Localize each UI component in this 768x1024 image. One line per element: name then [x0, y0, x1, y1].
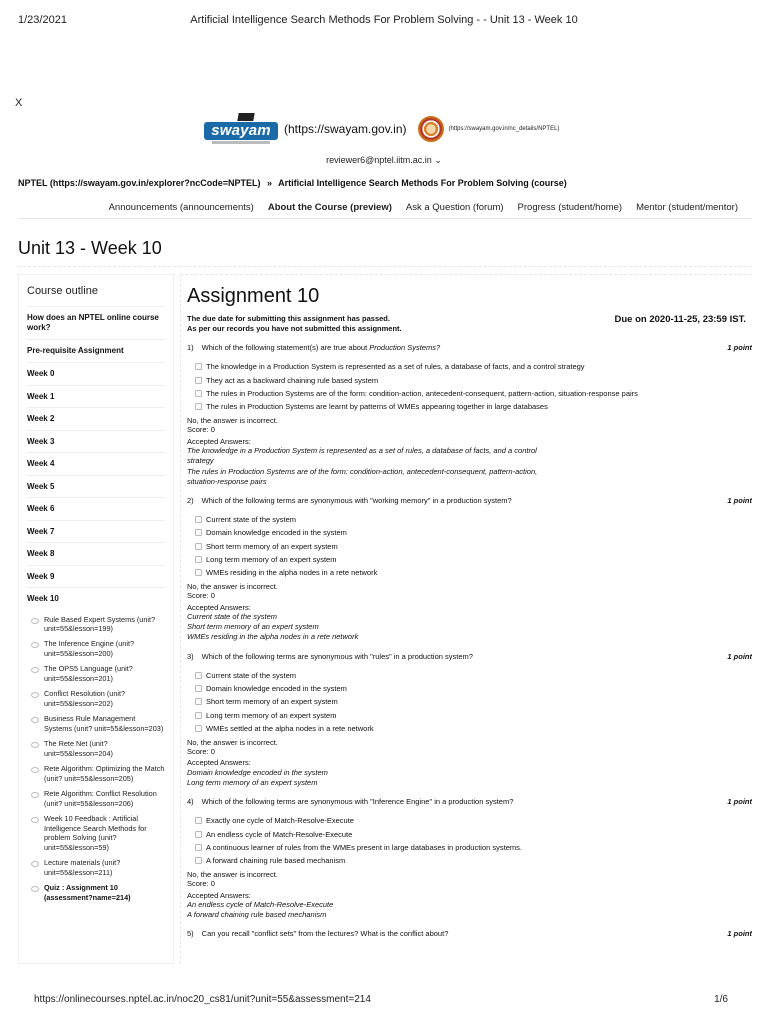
option-label: Domain knowledge encoded in the system — [206, 683, 347, 693]
option-label: WMEs settled at the alpha nodes in a rete network — [206, 723, 374, 733]
option-label: The rules in Production Systems are of the form: condition-action, antecedent-consequent, pattern-action, situation-response pairs — [206, 388, 638, 398]
option-label: Current state of the system — [206, 514, 297, 524]
accepted-answers — [187, 446, 752, 487]
option-checkbox[interactable] — [195, 712, 202, 719]
lesson-bullet-icon — [31, 717, 39, 723]
lesson-item[interactable] — [31, 814, 165, 852]
option-checkbox[interactable] — [195, 529, 202, 536]
question-text — [187, 496, 722, 505]
lesson-label[interactable]: Week 10 Feedback : Artificial Intelligence Search Methods for problem Solving (unit? unit=55&lesson=59) — [44, 814, 147, 852]
nptel-logo[interactable] — [418, 116, 444, 142]
lesson-item[interactable] — [31, 789, 165, 808]
option-label: Long term memory of an expert system — [206, 554, 337, 564]
lesson-item[interactable] — [31, 615, 165, 634]
lesson-item[interactable] — [31, 664, 165, 683]
score-text: Score: 0 — [187, 590, 215, 600]
option-label: They act as a backward chaining rule based system — [206, 375, 379, 385]
option-checkbox[interactable] — [195, 698, 202, 705]
accepted-answer: An endless cycle of Match-Resolve-Execute — [187, 900, 334, 910]
lesson-bullet-icon — [31, 742, 39, 748]
result-text: No, the answer is incorrect. — [187, 738, 278, 748]
sidebar-item-how-nptel-works[interactable]: How does an NPTEL online course work? — [27, 307, 165, 340]
assignment-status — [187, 314, 752, 334]
lesson-bullet-icon — [31, 667, 39, 673]
lesson-bullet-icon — [31, 642, 39, 648]
option-label: An endless cycle of Match-Resolve-Execute — [206, 829, 353, 839]
answer-option[interactable] — [195, 669, 752, 682]
option-checkbox[interactable] — [195, 569, 202, 576]
question-header — [187, 797, 752, 806]
assignment-title: Assignment 10 — [187, 285, 320, 307]
lesson-item[interactable] — [31, 858, 165, 877]
answer-feedback — [187, 417, 752, 446]
swayam-wordmark: swayam — [204, 122, 278, 140]
answer-option[interactable] — [195, 553, 752, 566]
answer-option[interactable] — [195, 526, 752, 539]
breadcrumb — [18, 178, 567, 188]
lesson-label[interactable]: Business Rule Management Systems (unit? unit=55&lesson=203) — [44, 714, 164, 733]
due-date: Due on 2020-11-25, 23:59 IST. — [614, 314, 746, 325]
option-checkbox[interactable] — [195, 377, 202, 384]
user-email[interactable]: reviewer6@nptel.iitm.ac.in — [326, 155, 432, 165]
accepted-answer: Short term memory of an expert system — [187, 622, 319, 632]
sidebar-week-7[interactable]: Week 7 — [27, 521, 165, 544]
question-number: 5) — [187, 929, 194, 939]
question-block — [187, 652, 752, 789]
print-url: https://onlinecourses.nptel.ac.in/noc20_cs81/unit?unit=55&assessment=214 — [34, 994, 371, 1005]
answer-option[interactable] — [195, 360, 752, 373]
option-checkbox[interactable] — [195, 363, 202, 370]
lesson-item[interactable] — [31, 689, 165, 708]
swayam-tagline — [212, 141, 270, 144]
option-checkbox[interactable] — [195, 725, 202, 732]
answer-option[interactable] — [195, 682, 752, 695]
brand-row — [204, 113, 559, 145]
option-checkbox[interactable] — [195, 672, 202, 679]
accepted-label: Accepted Answers: — [187, 602, 251, 612]
accepted-answer: situation-response pairs — [187, 476, 267, 486]
option-checkbox[interactable] — [195, 516, 202, 523]
nav-progress[interactable]: Progress (student/home) — [517, 202, 623, 213]
lesson-bullet-icon — [31, 817, 39, 823]
nptel-link[interactable]: (https://swayam.gov.in/nc_details/NPTEL) — [448, 126, 560, 132]
question-list — [187, 343, 752, 938]
option-checkbox[interactable] — [195, 844, 202, 851]
answer-option[interactable] — [195, 854, 752, 867]
answer-option[interactable] — [195, 513, 752, 526]
sidebar-week-2[interactable]: Week 2 — [27, 408, 165, 431]
score-text: Score: 0 — [187, 878, 215, 888]
lesson-bullet-icon — [31, 861, 39, 867]
lesson-label[interactable]: The OPS5 Language (unit? unit=55&lesson=201) — [44, 664, 133, 683]
course-outline-sidebar — [18, 274, 174, 964]
option-list — [187, 814, 752, 867]
passed-note: The due date for submitting this assignment has passed. — [187, 314, 390, 323]
score-text: Score: 0 — [187, 746, 215, 756]
lesson-label[interactable]: Lecture materials (unit? unit=55&lesson=211) — [44, 858, 121, 877]
print-title: Artificial Intelligence Search Methods For Problem Solving - - Unit 13 - Week 10 — [190, 14, 578, 26]
accepted-answer: Current state of the system — [187, 612, 278, 622]
result-text: No, the answer is incorrect. — [187, 870, 278, 880]
option-checkbox[interactable] — [195, 556, 202, 563]
option-label: A forward chaining rule based mechanism — [206, 856, 346, 866]
question-prompt: Which of the following terms are synonymous with "Inference Engine" in a production system? — [201, 797, 514, 807]
lesson-bullet-icon — [31, 692, 39, 698]
assignment-content — [180, 274, 752, 964]
question-text — [187, 343, 722, 352]
option-label: Current state of the system — [206, 670, 297, 680]
accepted-answer: strategy — [187, 456, 214, 466]
answer-option[interactable] — [195, 827, 752, 840]
question-number: 2) — [187, 495, 194, 505]
lesson-label[interactable]: Conflict Resolution (unit? unit=55&lesson=202) — [44, 689, 126, 708]
question-points: 1 point — [727, 929, 752, 939]
sidebar-week-0[interactable]: Week 0 — [27, 363, 165, 386]
question-prompt: Which of the following terms are synonymous with "working memory" in a production system? — [201, 495, 512, 505]
option-list — [187, 360, 752, 413]
lesson-label[interactable]: Rule Based Expert Systems (unit?unit=55&lesson=199) — [44, 614, 156, 633]
answer-feedback — [187, 739, 752, 768]
accepted-answer: WMEs residing in the alpha nodes in a rete network — [187, 632, 359, 642]
course-nav — [18, 202, 752, 213]
sidebar-week-4[interactable]: Week 4 — [27, 453, 165, 476]
answer-option[interactable] — [195, 539, 752, 552]
question-prompt: Which of the following statement(s) are true about — [201, 343, 370, 353]
option-checkbox[interactable] — [195, 831, 202, 838]
option-label: The knowledge in a Production System is represented as a set of rules, a database of facts, and a control strategy — [206, 362, 585, 372]
result-text: No, the answer is incorrect. — [187, 416, 278, 426]
answer-option[interactable] — [195, 695, 752, 708]
print-date: 1/23/2021 — [18, 14, 67, 26]
question-points: 1 point — [727, 495, 752, 505]
accepted-answer: The knowledge in a Production System is represented as a set of rules, a database of facts, and a control — [187, 446, 537, 456]
option-label: The rules in Production Systems are learnt by patterns of WMEs appearing together in large databases — [206, 402, 548, 412]
outline-title: Course outline — [27, 285, 165, 307]
answer-option[interactable] — [195, 566, 752, 579]
option-label: A continuous learner of rules from the WMEs present in large databases in production systems. — [206, 842, 522, 852]
answer-option[interactable] — [195, 387, 752, 400]
option-checkbox[interactable] — [195, 857, 202, 864]
question-header — [187, 652, 752, 661]
question-points: 1 point — [727, 797, 752, 807]
accepted-label: Accepted Answers: — [187, 758, 251, 768]
swayam-link[interactable]: (https://swayam.gov.in) — [284, 122, 407, 136]
lesson-bullet-icon — [31, 618, 39, 624]
question-prompt: Which of the following terms are synonymous with "rules" in a production system? — [201, 651, 473, 661]
question-text — [187, 929, 722, 938]
answer-option[interactable] — [195, 400, 752, 413]
option-label: Short term memory of an expert system — [206, 541, 338, 551]
breadcrumb-course[interactable]: Artificial Intelligence Search Methods For Problem Solving (course) — [278, 178, 567, 188]
lesson-item[interactable] — [31, 883, 165, 902]
answer-option[interactable] — [195, 814, 752, 827]
lesson-bullet-icon — [31, 767, 39, 773]
breadcrumb-separator: » — [266, 178, 272, 188]
option-list — [187, 513, 752, 579]
lesson-label[interactable]: The Rete Net (unit? unit=55&lesson=204) — [44, 739, 113, 758]
nav-ask-question[interactable]: Ask a Question (forum) — [405, 202, 504, 213]
question-number: 3) — [187, 651, 194, 661]
answer-option[interactable] — [195, 841, 752, 854]
option-checkbox[interactable] — [195, 390, 202, 397]
accepted-label: Accepted Answers: — [187, 436, 251, 446]
title-divider — [18, 266, 752, 267]
user-menu[interactable] — [0, 155, 768, 166]
answer-option[interactable] — [195, 722, 752, 735]
close-icon[interactable]: X — [15, 97, 23, 109]
accepted-answers — [187, 612, 752, 642]
answer-feedback — [187, 583, 752, 612]
page-number: 1/6 — [714, 994, 728, 1005]
accepted-answer: A forward chaining rule based mechanism — [187, 910, 327, 920]
sidebar-week-10[interactable]: Week 10 — [27, 594, 59, 603]
print-header — [18, 14, 750, 26]
lesson-bullet-icon — [31, 886, 39, 892]
question-prompt: Can you recall "conflict sets" from the lectures? What is the conflict about? — [201, 929, 449, 939]
option-list — [187, 669, 752, 735]
option-checkbox[interactable] — [195, 817, 202, 824]
question-number: 4) — [187, 797, 194, 807]
question-header — [187, 929, 752, 938]
option-checkbox[interactable] — [195, 685, 202, 692]
question-block — [187, 496, 752, 643]
nav-mentor[interactable]: Mentor (student/mentor) — [636, 202, 738, 213]
lesson-item[interactable] — [31, 639, 165, 658]
accepted-answers — [187, 900, 752, 920]
answer-option[interactable] — [195, 374, 752, 387]
week-10-lessons — [27, 615, 165, 903]
lesson-label[interactable]: Quiz : Assignment 10 (assessment?name=214) — [44, 883, 131, 902]
lesson-item[interactable] — [31, 739, 165, 758]
accepted-label: Accepted Answers: — [187, 890, 251, 900]
option-checkbox[interactable] — [195, 543, 202, 550]
question-text — [187, 797, 722, 806]
records-note: As per our records you have not submitted this assignment. — [187, 324, 402, 334]
option-label: Long term memory of an expert system — [206, 710, 337, 720]
question-header — [187, 343, 752, 352]
lesson-item[interactable] — [31, 764, 165, 783]
page-title: Unit 13 - Week 10 — [18, 238, 162, 258]
question-text — [187, 652, 722, 661]
accepted-answer: The rules in Production Systems are of the form: condition-action, antecedent-consequent, pattern-action, — [187, 466, 538, 476]
lesson-label[interactable]: Rete Algorithm: Optimizing the Match (unit? unit=55&lesson=205) — [44, 764, 165, 783]
option-label: Domain knowledge encoded in the system — [206, 528, 347, 538]
breadcrumb-root[interactable]: NPTEL (https://swayam.gov.in/explorer?ncCode=NPTEL) — [18, 178, 261, 188]
accepted-answer: Domain knowledge encoded in the system — [187, 767, 328, 777]
lesson-label[interactable]: Rete Algorithm: Conflict Resolution (unit? unit=55&lesson=206) — [44, 789, 157, 808]
score-text: Score: 0 — [187, 425, 215, 435]
nav-about-course[interactable]: About the Course (preview) — [267, 202, 392, 213]
question-points: 1 point — [727, 651, 752, 661]
option-checkbox[interactable] — [195, 403, 202, 410]
accepted-answers — [187, 768, 752, 788]
swayam-logo[interactable] — [204, 113, 278, 145]
question-block — [187, 343, 752, 487]
graduation-cap-icon — [237, 113, 254, 121]
nav-divider — [18, 218, 752, 219]
sidebar-week-3[interactable]: Week 3 — [27, 431, 165, 454]
accepted-answer: Long term memory of an expert system — [187, 778, 318, 788]
sidebar-week-1[interactable]: Week 1 — [27, 386, 165, 409]
sidebar-week-5[interactable]: Week 5 — [27, 476, 165, 499]
answer-option[interactable] — [195, 708, 752, 721]
lesson-label[interactable]: The Inference Engine (unit? unit=55&lesson=200) — [44, 639, 135, 658]
option-label: Short term memory of an expert system — [206, 697, 338, 707]
question-block — [187, 797, 752, 920]
sidebar-week-6[interactable]: Week 6 — [27, 498, 165, 521]
option-label: Exactly one cycle of Match-Resolve-Execute — [206, 816, 354, 826]
result-text: No, the answer is incorrect. — [187, 582, 278, 592]
sidebar-week-9[interactable]: Week 9 — [27, 566, 165, 589]
question-number: 1) — [187, 343, 194, 353]
option-label: WMEs residing in the alpha nodes in a rete network — [206, 568, 378, 578]
sidebar-week-8[interactable]: Week 8 — [27, 543, 165, 566]
question-prompt-emphasis: Production Systems? — [369, 343, 441, 353]
nav-announcements[interactable]: Announcements (announcements) — [108, 202, 254, 213]
question-points: 1 point — [727, 343, 752, 353]
print-footer — [34, 994, 728, 1005]
answer-feedback — [187, 871, 752, 900]
lesson-bullet-icon — [31, 792, 39, 798]
question-header — [187, 496, 752, 505]
sidebar-item-prerequisite[interactable]: Pre-requisite Assignment — [27, 340, 165, 363]
lesson-item[interactable] — [31, 714, 165, 733]
question-block — [187, 929, 752, 938]
chevron-down-icon[interactable]: ⌄ — [434, 155, 442, 165]
